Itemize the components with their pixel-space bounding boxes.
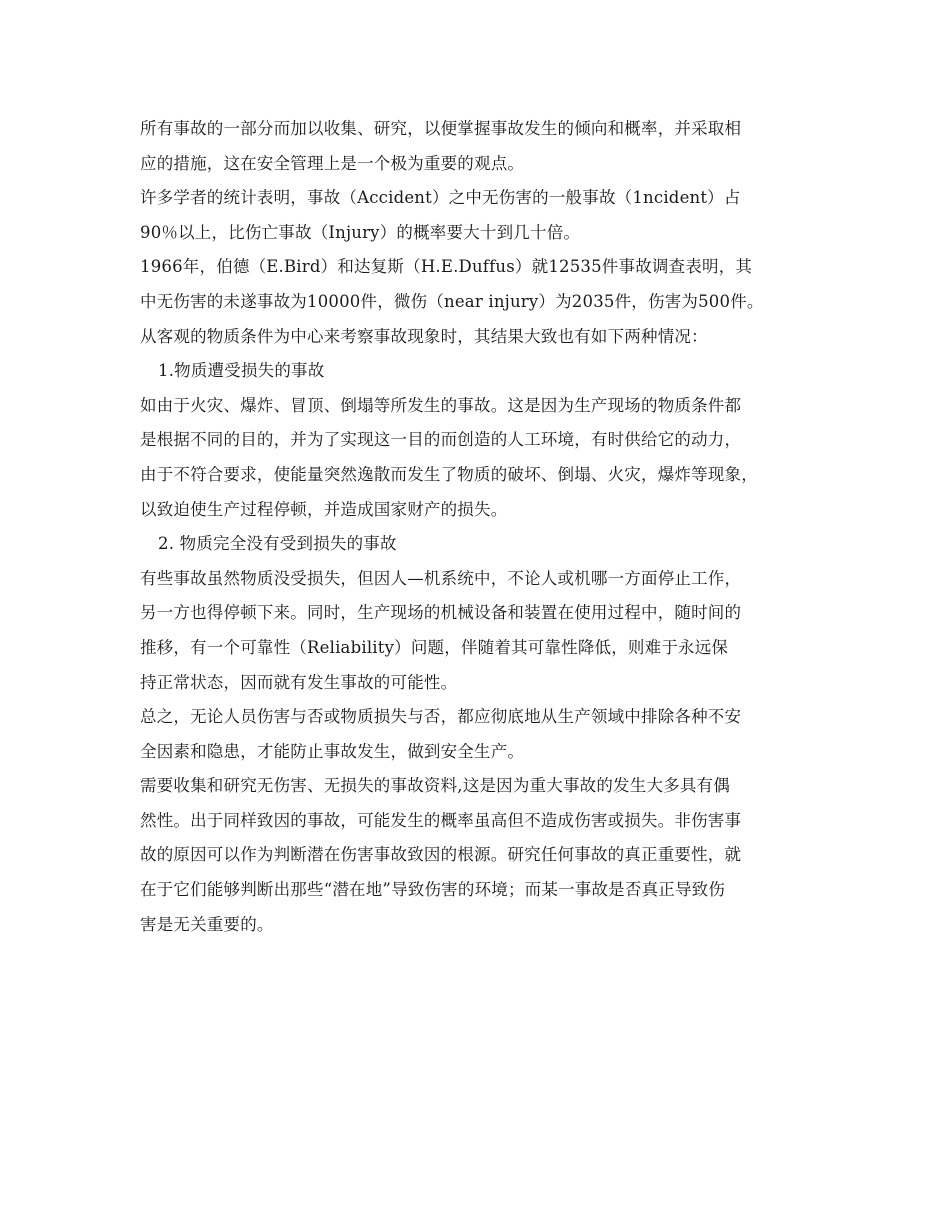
text-line: 由于不符合要求，使能量突然逸散而发生了物质的破坏、倒塌、火灾，爆炸等现象， — [140, 464, 758, 484]
text-line: 所有事故的一部分而加以收集、研究，以便掌握事故发生的倾向和概率，并采取相 — [140, 119, 742, 138]
text-line: 在于它们能够判断出那些“潜在地”导致伤害的环境；而某一事故是否真正导致伤 — [140, 880, 726, 900]
text-line: 如由于火灾、爆炸、冒顶、倒塌等所发生的事故。这是因为生产现场的物质条件都 — [140, 395, 742, 415]
text-line: 1966年，伯德（E.Bird）和达复斯（H.E.Duffus）就12535件事故调查表明，其 — [140, 257, 753, 277]
text-line: 中无伤害的未遂事故为10000件，微伤（near injury）为2035件，伤害为500件。 — [140, 291, 764, 311]
section-heading: 1.物质遭受损失的事故 — [158, 361, 325, 381]
document-body — [140, 112, 830, 942]
text-line: 有些事故虽然物质没受损失，但因人—机系统中，不论人或机哪一方面停止工作， — [140, 568, 742, 588]
text-line: 90％以上，比伤亡事故（Injury）的概率要大十到几十倍。 — [140, 222, 581, 242]
text-line: 许多学者的统计表明，事故（Accident）之中无伤害的一般事故（1ncident）占 — [140, 188, 741, 208]
text-line: 害是无关重要的。 — [140, 914, 274, 934]
text-line: 持正常状态，因而就有发生事故的可能性。 — [140, 672, 458, 692]
text-line: 需要收集和研究无伤害、无损失的事故资料,这是因为重大事故的发生大多具有偶 — [140, 776, 730, 796]
text-line: 推移，有一个可靠性（Reliability）问题，伴随着其可靠性降低，则难于永远保 — [140, 637, 729, 657]
text-line: 以致迫使生产过程停顿，并造成国家财产的损失。 — [140, 499, 508, 519]
text-line: 应的措施，这在安全管理上是一个极为重要的观点。 — [140, 153, 525, 173]
section-heading: 2. 物质完全没有受到损失的事故 — [158, 534, 397, 554]
text-line: 全因素和隐患，才能防止事故发生，做到安全生产。 — [140, 741, 525, 761]
text-line: 另一方也得停顿下来。同时，生产现场的机械设备和装置在使用过程中，随时间的 — [140, 603, 742, 623]
text-line: 从客观的物质条件为中心来考察事故现象时，其结果大致也有如下两种情况： — [140, 326, 708, 346]
text-line: 是根据不同的目的，并为了实现这一目的而创造的人工环境，有时供给它的动力， — [140, 430, 742, 450]
text-line: 总之，无论人员伤害与否或物质损失与否，都应彻底地从生产领域中排除各种不安 — [140, 707, 742, 727]
text-line: 故的原因可以作为判断潜在伤害事故致因的根源。研究任何事故的真正重要性，就 — [140, 845, 742, 865]
text-line: 然性。出于同样致因的事故，可能发生的概率虽高但不造成伤害或损失。非伤害事 — [140, 810, 742, 830]
